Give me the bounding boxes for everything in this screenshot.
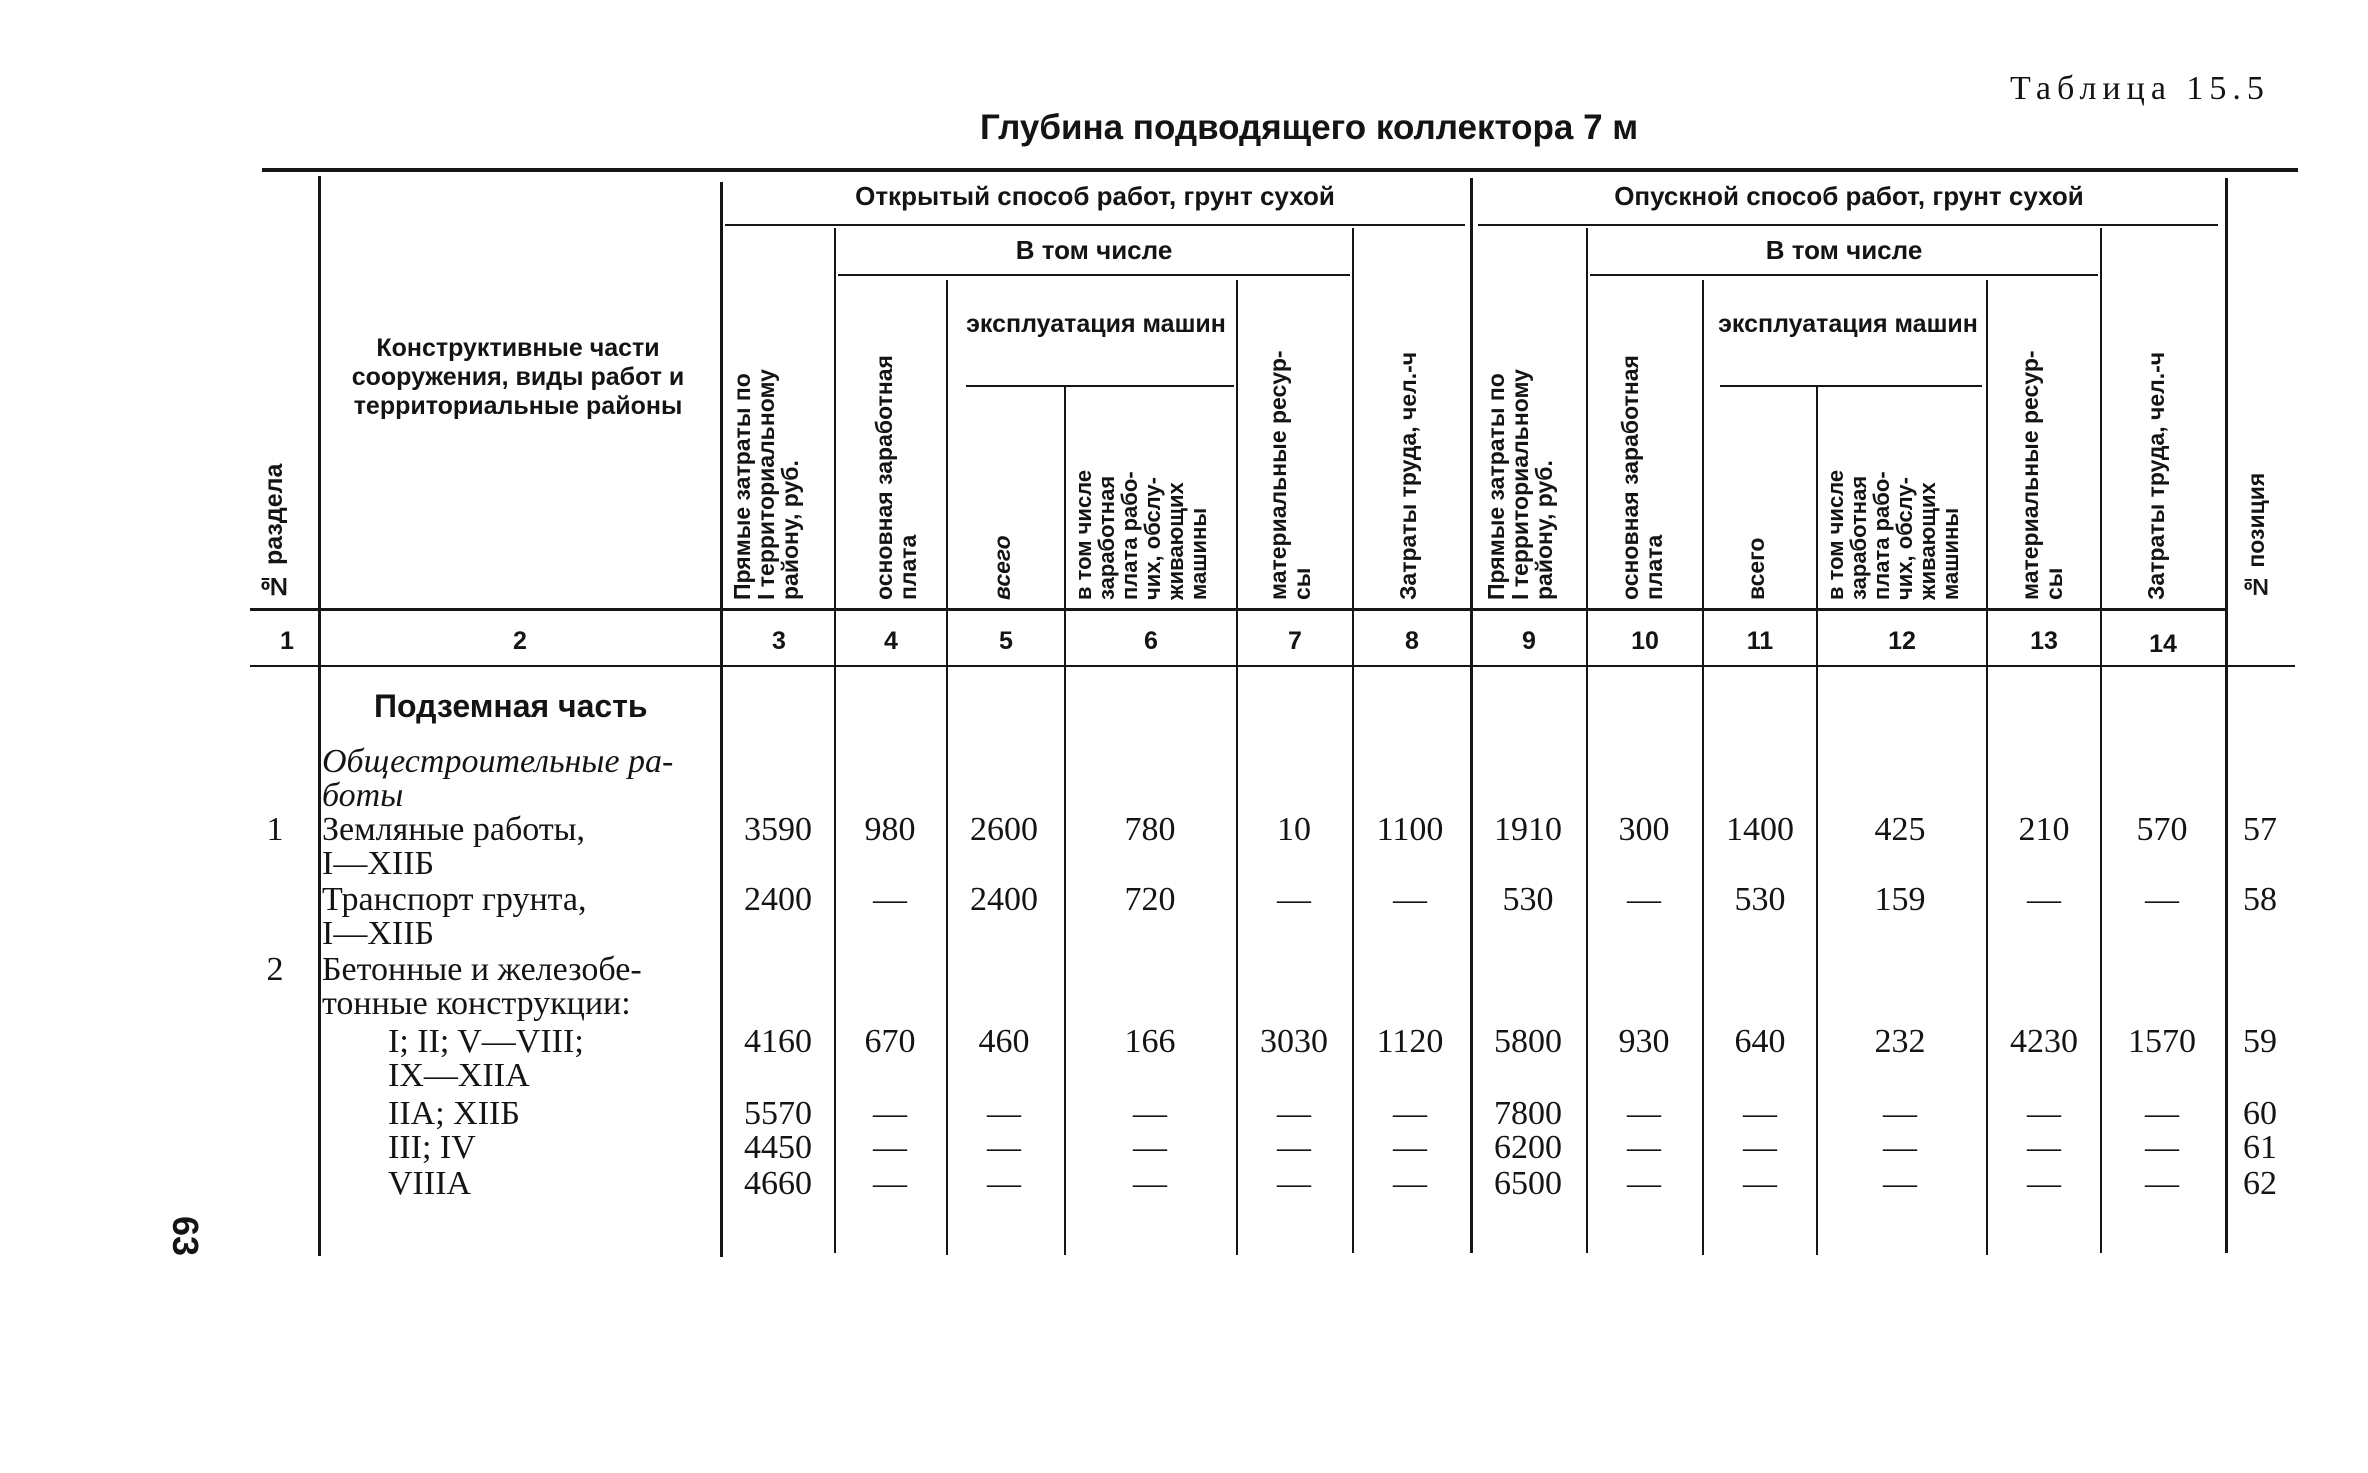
column-number: 1 [280, 627, 294, 655]
column-number: 11 [1746, 627, 1774, 655]
column-number: 12 [1888, 627, 1916, 655]
table-cell: — [987, 1165, 1021, 1202]
row-description: III; IV [388, 1129, 476, 1166]
table-cell: — [1627, 1129, 1661, 1166]
table-cell: — [1393, 1129, 1427, 1166]
table-cell: — [1133, 1095, 1167, 1132]
header-machines-open: эксплуатация машин [966, 310, 1226, 338]
table-cell: — [1133, 1129, 1167, 1166]
column-number: 4 [884, 627, 898, 655]
table-cell: — [2027, 1165, 2061, 1202]
header-materials-sink: материальные ресур- сы [2017, 350, 2067, 600]
table-cell: 5800 [1494, 1023, 1562, 1060]
table-cell: — [2027, 1129, 2061, 1166]
table-cell: — [1883, 1165, 1917, 1202]
table-cell: — [2145, 1165, 2179, 1202]
table-cell: 232 [1874, 1023, 1926, 1060]
table-cell: 640 [1734, 1023, 1786, 1060]
table-cell: — [2027, 881, 2061, 918]
row-description-cont: IX—XIIA [388, 1057, 530, 1094]
table-cell: 570 [2136, 811, 2188, 848]
section-title: Подземная часть [374, 688, 648, 724]
page-number: 63 [165, 1215, 207, 1257]
table-cell: — [1743, 1165, 1777, 1202]
table-cell: — [873, 1095, 907, 1132]
column-number: 9 [1522, 627, 1536, 655]
header-incl-wage-sink: в том числе заработная плата рабо- чих, обслу- живающих машины [1823, 469, 1963, 600]
row-description: Бетонные и железобе- [322, 951, 642, 988]
table-cell: — [1883, 1095, 1917, 1132]
header-base-wage-sink: основная заработная плата [1617, 355, 1667, 600]
table-cell: — [1277, 881, 1311, 918]
table-cell: 1570 [2128, 1023, 2196, 1060]
table-cell: — [1393, 1095, 1427, 1132]
header-materials-open: материальные ресур- сы [1265, 350, 1315, 600]
table-cell: 2400 [970, 881, 1038, 918]
column-number: 6 [1144, 627, 1158, 655]
row-description-cont: I—XIIБ [322, 915, 435, 952]
header-total-open: всего [989, 535, 1015, 600]
row-description-cont: I—XIIБ [322, 845, 435, 882]
table-cell: 1910 [1494, 811, 1562, 848]
table-cell: 2400 [744, 881, 812, 918]
table-cell: 210 [2018, 811, 2070, 848]
table-cell: — [873, 1129, 907, 1166]
table-cell: 780 [1124, 811, 1176, 848]
table-cell: 159 [1874, 881, 1926, 918]
table-cell: — [1277, 1095, 1311, 1132]
table-cell: 3030 [1260, 1023, 1328, 1060]
row-description: Транспорт грунта, [322, 881, 587, 918]
row-description: IIA; XIIБ [388, 1095, 520, 1132]
header-including-sink: В том числе [1765, 235, 1923, 265]
header-incl-wage-open: в том числе заработная плата рабо- чих, обслу- живающих машины [1071, 469, 1211, 600]
table-cell: — [987, 1095, 1021, 1132]
table-cell: 1400 [1726, 811, 1794, 848]
column-number: 14 [2149, 630, 2177, 658]
column-number: 8 [1405, 627, 1419, 655]
header-section-no: № раздела [260, 463, 288, 600]
row-section-number: 1 [266, 811, 284, 848]
row-position-number: 60 [2243, 1095, 2277, 1132]
table-cell: — [2145, 881, 2179, 918]
table-cell: — [873, 1165, 907, 1202]
row-position-number: 58 [2243, 881, 2277, 918]
table-cell: 300 [1618, 811, 1670, 848]
table-cell: 4160 [744, 1023, 812, 1060]
table-cell: — [1393, 1165, 1427, 1202]
header-open-method: Открытый способ работ, грунт сухой [855, 181, 1335, 211]
table-cell: — [873, 881, 907, 918]
table-cell: 6500 [1494, 1165, 1562, 1202]
row-position-number: 59 [2243, 1023, 2277, 1060]
table-cell: 530 [1502, 881, 1554, 918]
table-cell: — [1133, 1165, 1167, 1202]
table-cell: 10 [1277, 811, 1311, 848]
table-cell: 425 [1874, 811, 1926, 848]
table-cell: 720 [1124, 881, 1176, 918]
table-cell: 3590 [744, 811, 812, 848]
header-description: Конструктивные части сооружения, виды работ и территориальные районы [351, 334, 685, 420]
column-number: 10 [1631, 627, 1659, 655]
row-description-cont: тонные конструкции: [322, 985, 631, 1022]
table-cell: 7800 [1494, 1095, 1562, 1132]
column-number: 13 [2030, 627, 2058, 655]
table-cell: 4230 [2010, 1023, 2078, 1060]
row-section-number: 2 [266, 951, 284, 988]
header-including-open: В том числе [1015, 235, 1173, 265]
table-cell: — [2145, 1129, 2179, 1166]
column-number: 5 [999, 627, 1013, 655]
table-cell: — [2027, 1095, 2061, 1132]
table-cell: — [1277, 1129, 1311, 1166]
header-labor-open: Затраты труда, чел.-ч [1395, 351, 1421, 600]
header-labor-sink: Затраты труда, чел.-ч [2143, 351, 2169, 600]
table-cell: 6200 [1494, 1129, 1562, 1166]
subsection-title: Общестроительные ра- [322, 743, 674, 780]
table-cell: — [1277, 1165, 1311, 1202]
table-cell: 670 [864, 1023, 916, 1060]
row-position-number: 61 [2243, 1129, 2277, 1166]
table-cell: — [1883, 1129, 1917, 1166]
table-cell: — [1627, 1165, 1661, 1202]
row-position-number: 57 [2243, 811, 2277, 848]
header-sink-method: Опускной способ работ, грунт сухой [1614, 181, 2084, 211]
header-base-wage-open: основная заработная плата [871, 355, 921, 600]
table-cell: — [987, 1129, 1021, 1166]
table-cell: 980 [864, 811, 916, 848]
column-number: 7 [1288, 627, 1302, 655]
table-cell: 4450 [744, 1129, 812, 1166]
table-cell: — [1743, 1129, 1777, 1166]
table-cell: 1100 [1376, 811, 1444, 848]
table-cell: — [1627, 1095, 1661, 1132]
table-number-label: Таблица 15.5 [2010, 70, 2270, 107]
header-direct-costs-open: Прямые затраты по I территориальному району, руб. [729, 369, 803, 600]
table-cell: — [1743, 1095, 1777, 1132]
header-total-sink: всего [1743, 537, 1769, 600]
subsection-title-cont: боты [322, 777, 404, 814]
table-cell: — [1393, 881, 1427, 918]
row-description: VIIIA [388, 1165, 472, 1202]
row-position-number: 62 [2243, 1165, 2277, 1202]
table-title: Глубина подводящего коллектора 7 м [980, 108, 1639, 147]
header-machines-sink: эксплуатация машин [1718, 310, 1978, 338]
table-cell: — [2145, 1095, 2179, 1132]
table-cell: 1120 [1376, 1023, 1444, 1060]
table-cell: 930 [1618, 1023, 1670, 1060]
table-cell: 5570 [744, 1095, 812, 1132]
column-number: 2 [513, 627, 527, 655]
row-description: I; II; V—VIII; [388, 1023, 584, 1060]
header-position-no: № позиция [2243, 472, 2269, 600]
header-direct-costs-sink: Прямые затраты по I территориальному району, руб. [1483, 369, 1557, 600]
row-description: Земляные работы, [322, 811, 586, 848]
table-cell: 530 [1734, 881, 1786, 918]
table-cell: 2600 [970, 811, 1038, 848]
table-cell: 4660 [744, 1165, 812, 1202]
table-cell: 166 [1124, 1023, 1176, 1060]
table-cell: 460 [978, 1023, 1030, 1060]
table-cell: — [1627, 881, 1661, 918]
column-number: 3 [772, 627, 786, 655]
